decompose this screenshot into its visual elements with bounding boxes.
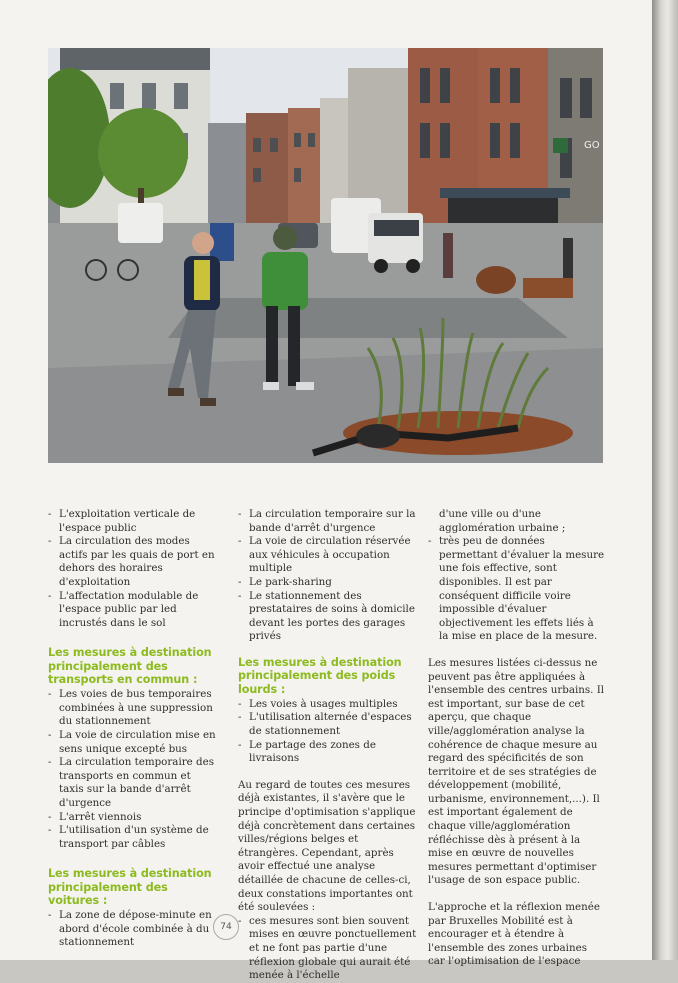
paragraph-analysis: Au regard de toutes ces mesures déjà existantes, il s'avère que le principe d'optimisation s'applique déjà concrètement dans certaines villes/régions belges et étrangères. Cependant, après avoir effectué une analyse détaillée de chacune de celles-ci, deux constations importantes ont été soulevées : <box>238 778 416 914</box>
list-item: - La voie de circulation réservée aux véhicules à occupation multiple <box>238 535 418 576</box>
heading-heavy-vehicles: Les mesures à destination principalement des poids lourds : <box>238 655 402 696</box>
list-item: - L'utilisation alternée d'espaces de stationnement <box>238 711 418 738</box>
list-traffic-measures <box>238 508 418 644</box>
paragraph-recommendation: Les mesures listées ci-dessus ne peuvent pas être appliquées à l'ensemble des centres urbains. Il est important, sur base de cet aperçu, que chaque ville/agglomération analyse la cohérence de chaque mesure au regard des spécificités de son territoire et de ses stratégies de développement (mobilité, urbanisme, environnement,...). Il est important également de chaque ville/agglomération réfléchisse dès à présent à la mise en œuvre de nouvelles mesures permettant d'optimiser l'usage de son espace public. <box>428 656 605 887</box>
list-cars <box>48 909 218 950</box>
shop-sign: GO <box>584 140 600 151</box>
list-item: - Le stationnement des prestataires de soins à domicile devant les portes des garages privés <box>238 590 418 644</box>
heading-public-transport: Les mesures à destination principalement des transports en commun : <box>48 646 212 686</box>
list-item: - La zone de dépose-minute en abord d'école combinée à du stationnement <box>48 909 218 950</box>
heading-cars: Les mesures à destination principalement des voitures : <box>48 867 212 907</box>
list-findings <box>238 915 418 983</box>
paragraph-brussels-mobility: L'approche et la réflexion menée par Bruxelles Mobilité est à encourager et à étendre à l'ensemble des zones urbaines car l'optimisation de l'espace <box>428 901 600 968</box>
page-number: 74 <box>213 914 239 940</box>
list-item: - L'affectation modulable de l'espace public par led incrustés dans le sol <box>48 590 218 631</box>
list-item: - Le partage des zones de livraisons <box>238 739 418 766</box>
list-findings-continued <box>428 535 606 644</box>
list-item: - L'exploitation verticale de l'espace public <box>48 508 218 535</box>
list-item: - Les voies à usages multiples <box>238 698 418 712</box>
street-photo <box>48 48 603 463</box>
list-item: - très peu de données permettant d'évaluer la mesure une fois effective, sont disponibles. Il est par conséquent difficile voire impossible d'évaluer objectivement les effets liés à la mise en place de la mesure. <box>428 535 606 644</box>
list-space-measures <box>48 508 218 630</box>
list-item: - La voie de circulation mise en sens unique excepté bus <box>48 729 218 756</box>
list-item: - Le park-sharing <box>238 576 418 590</box>
list-continuation: d'une ville ou d'une agglomération urbaine ; <box>439 508 566 534</box>
list-item: - ces mesures sont bien souvent mises en œuvre ponctuellement et ne font pas partie d'une réflexion globale qui aurait été menée à l'échelle <box>238 915 418 983</box>
text-column-2 <box>238 508 418 983</box>
list-public-transport <box>48 688 218 851</box>
list-item: - L'utilisation d'un système de transport par câbles <box>48 824 218 851</box>
list-item: - La circulation temporaire des transports en commun et taxis sur la bande d'arrêt d'urgence <box>48 756 218 810</box>
list-item: - L'arrêt viennois <box>48 811 218 825</box>
text-column-1 <box>48 508 218 950</box>
list-item: - La circulation temporaire sur la bande d'arrêt d'urgence <box>238 508 418 535</box>
list-item: - La circulation des modes actifs par les quais de port en dehors des horaires d'exploitation <box>48 535 218 589</box>
list-item: - Les voies de bus temporaires combinées à une suppression du stationnement <box>48 688 218 729</box>
page-fold-edge <box>652 0 678 960</box>
text-column-3 <box>428 508 606 969</box>
street-photo-illustration <box>48 48 603 463</box>
list-heavy-vehicles <box>238 698 418 766</box>
